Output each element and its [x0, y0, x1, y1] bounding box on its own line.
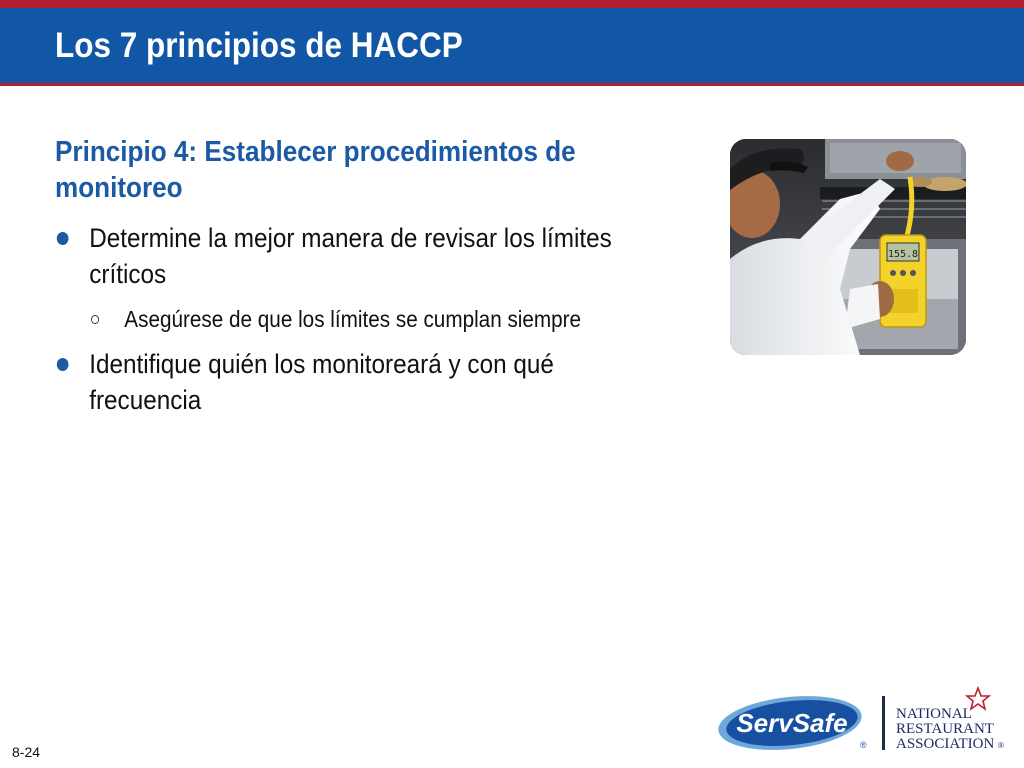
footer-logos — [712, 686, 1012, 756]
servsafe-registered-mark: ® — [860, 740, 867, 750]
slide-header — [0, 0, 1024, 86]
bullet-text: Identifique quién los monitoreará y con qué frecuencia — [89, 349, 554, 415]
servsafe-wordmark: ServSafe — [736, 708, 848, 738]
nra-registered-mark: ® — [998, 741, 1004, 750]
header-band — [0, 8, 1024, 83]
sub-bullet-text: Asegúrese de que los límites se cumplan siempre — [124, 306, 582, 332]
sub-bullet-ring-icon — [91, 315, 99, 324]
chef-thermometer-photo — [730, 139, 966, 355]
nra-line-1: NATIONAL — [896, 706, 972, 722]
slide-content — [55, 134, 675, 430]
nra-line-2: RESTAURANT — [896, 721, 994, 737]
slide-number: 8-24 — [12, 744, 41, 760]
slide-subtitle: Principio 4: Establecer procedimientos de monitoreo — [55, 136, 576, 204]
bullet-text: Determine la mejor manera de revisar los límites críticos — [89, 223, 612, 289]
logo-graphics — [712, 686, 1012, 756]
bullet-item — [55, 346, 665, 418]
bullet-dot-icon — [57, 232, 69, 245]
thermometer-reading: 155.8 — [887, 249, 919, 260]
servsafe-logo — [716, 690, 867, 756]
bullet-dot-icon — [57, 358, 69, 371]
nra-line-3: ASSOCIATION — [896, 736, 995, 752]
sub-bullet-item — [55, 304, 700, 334]
logo-divider — [882, 696, 885, 750]
bullet-item — [55, 220, 665, 292]
slide-title: Los 7 principios de HACCP — [55, 26, 463, 65]
nra-logo — [896, 688, 1004, 752]
photo-illustration — [730, 139, 966, 355]
